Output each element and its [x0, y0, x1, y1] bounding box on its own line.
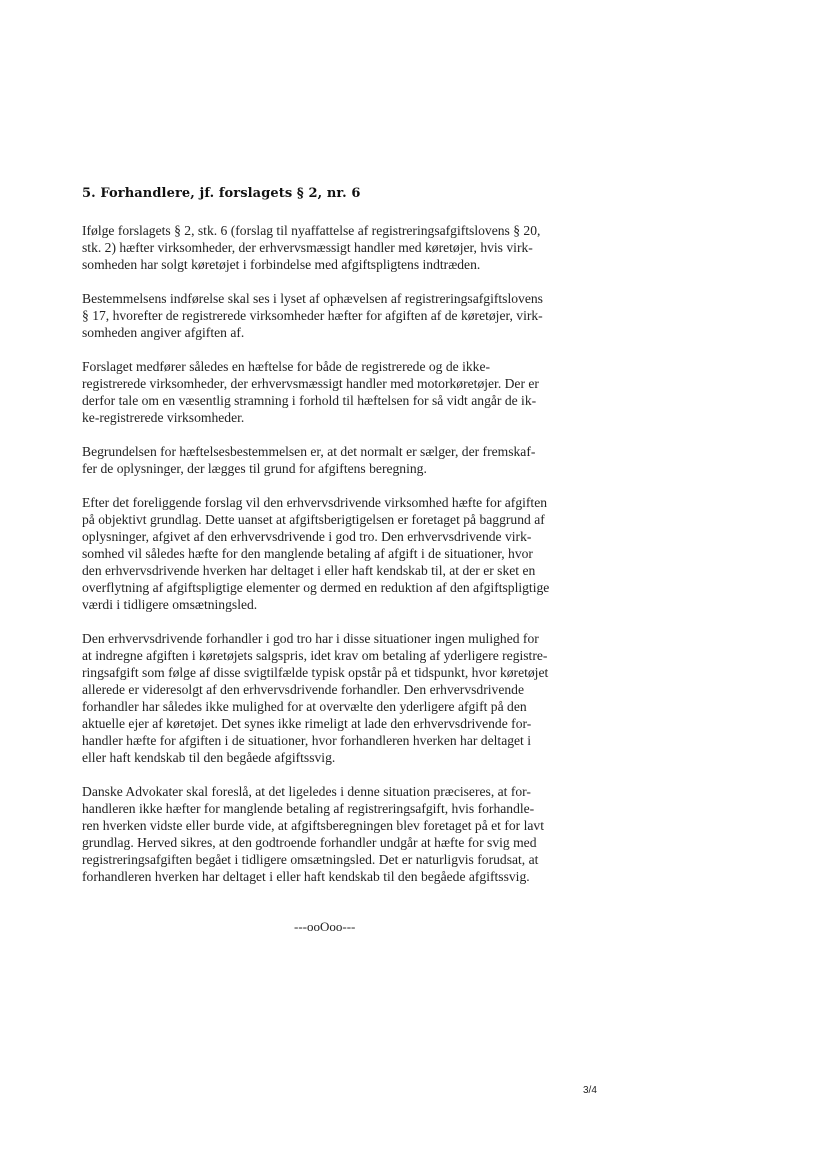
- text-line: Efter det foreliggende forslag vil den erhvervsdrivende virksomhed hæfte for afgiften: [82, 495, 548, 510]
- paragraph: [82, 290, 543, 341]
- text-line: § 17, hvorefter de registrerede virksomheder hæfter for afgiften af de køretøjer, virk-: [82, 308, 543, 323]
- text-line: oplysninger, afgivet af den erhvervsdrivende i god tro. Den erhvervsdrivende virk-: [82, 529, 532, 544]
- paragraph: [82, 630, 548, 766]
- text-line: på objektivt grundlag. Dette uanset at afgiftsberigtigelsen er foretaget på baggrund af: [82, 512, 545, 527]
- text-line: den erhvervsdrivende hverken har deltaget i eller haft kendskab til, at der er sket en: [82, 563, 536, 578]
- text-line: allerede er videresolgt af den erhvervsdrivende forhandler. Den erhvervsdrivende: [82, 682, 524, 697]
- text-line: handleren ikke hæfter for manglende betaling af registreringsafgift, hvis forhandle-: [82, 801, 535, 816]
- text-line: fer de oplysninger, der lægges til grund for afgiftens beregning.: [82, 461, 427, 476]
- text-line: Danske Advokater skal foreslå, at det ligeledes i denne situation præciseres, at for-: [82, 784, 531, 799]
- text-line: Ifølge forslagets § 2, stk. 6 (forslag til nyaffattelse af registreringsafgiftslovens § 20,: [82, 223, 541, 238]
- text-line: at indregne afgiften i køretøjets salgspris, idet krav om betaling af yderligere registre-: [82, 648, 548, 663]
- text-line: overflytning af afgiftspligtige elementer og dermed en reduktion af den afgiftspligtige: [82, 580, 550, 595]
- section-separator: ---ooOoo---: [294, 919, 356, 934]
- text-line: derfor tale om en væsentlig stramning i forhold til hæftelsen for så vidt angår de ik-: [82, 393, 537, 408]
- text-line: stk. 2) hæfter virksomheder, der erhvervsmæssigt handler med køretøjer, hvis virk-: [82, 240, 533, 255]
- text-line: somheden har solgt køretøjet i forbindelse med afgiftspligtens indtræden.: [82, 257, 481, 272]
- text-line: somhed vil således hæfte for den manglende betaling af afgift i de situationer, hvor: [82, 546, 533, 561]
- text-line: ren hverken vidste eller burde vide, at afgiftsberegningen blev foretaget på et for lavt: [82, 818, 544, 833]
- text-line: Begrundelsen for hæftelsesbestemmelsen er, at det normalt er sælger, der fremskaf-: [82, 444, 536, 459]
- text-line: ringsafgift som følge af disse svigtilfælde typisk opstår på et tidspunkt, hvor køretøjet: [82, 665, 549, 680]
- text-line: registrerede virksomheder, der erhvervsmæssigt handler med motorkøretøjer. Der er: [82, 376, 539, 391]
- paragraph: [82, 494, 549, 613]
- text-line: registreringsafgiften begået i tidligere omsætningsled. Det er naturligvis forudsat, at: [82, 852, 539, 867]
- text-line: Den erhvervsdrivende forhandler i god tro har i disse situationer ingen mulighed for: [82, 631, 539, 646]
- text-line: Bestemmelsens indførelse skal ses i lyset af ophævelsen af registreringsafgiftslovens: [82, 291, 543, 306]
- text-line: handler hæfte for afgiften i de situationer, hvor forhandleren hverken har deltaget i: [82, 733, 532, 748]
- text-line: forhandler har således ikke mulighed for at overvælte den yderligere afgift på den: [82, 699, 527, 714]
- text-line: værdi i tidligere omsætningsled.: [82, 597, 258, 612]
- text-line: aktuelle ejer af køretøjet. Det synes ikke rimeligt at lade den erhvervsdrivende for-: [82, 716, 532, 731]
- section-heading: 5. Forhandlere, jf. forslagets § 2, nr. 6: [82, 186, 361, 201]
- text-line: grundlag. Herved sikres, at den godtroende forhandler undgår at hæfte for svig med: [82, 835, 537, 850]
- paragraph: [82, 222, 540, 273]
- paragraph: [82, 443, 535, 477]
- paragraph: [82, 358, 539, 426]
- text-line: somheden angiver afgiften af.: [82, 325, 245, 340]
- text-line: eller haft kendskab til den begåede afgiftssvig.: [82, 750, 336, 765]
- text-line: forhandleren hverken har deltaget i eller haft kendskab til den begåede afgiftssvig.: [82, 869, 530, 884]
- paragraph: [82, 783, 544, 885]
- page-number: 3/4: [583, 1085, 597, 1096]
- text-line: ke-registrerede virksomheder.: [82, 410, 245, 425]
- text-line: Forslaget medfører således en hæftelse for både de registrerede og de ikke-: [82, 359, 491, 374]
